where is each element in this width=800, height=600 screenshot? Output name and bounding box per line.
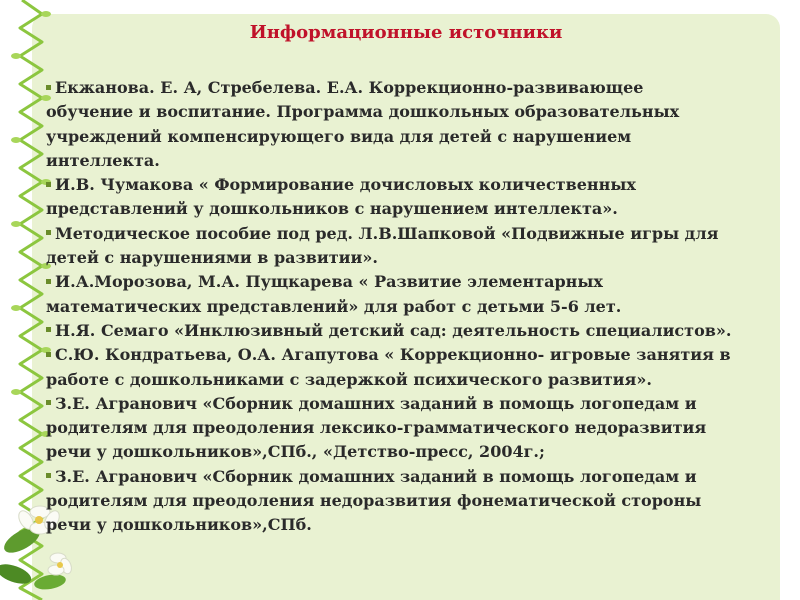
list-item: Н.Я. Семаго «Инклюзивный детский сад: деятельность специалистов». [46,319,736,343]
bullet-icon [46,473,51,478]
sources-list [46,76,736,538]
page-title: Информационные источники [249,22,563,43]
list-item: З.Е. Агранович «Сборник домашних заданий в помощь логопедам и родителям для преодоления недоразвития фонематической стороны речи у дошкольников»,СПб. [46,466,702,535]
bullet-icon [46,230,51,235]
list-item: З.Е. Агранович «Сборник домашних заданий в помощь логопедам и родителям для преодоления лексико-грамматического недоразвития речи у дошкольников»,СПб., «Детство-пресс, 2004г.; [46,393,707,462]
bullet-icon [46,279,51,284]
bullet-icon [46,400,51,405]
bullet-icon [46,352,51,357]
list-item: И.В. Чумакова « Формирование дочисловых количественных представлений у дошкольников с нарушением интеллекта». [46,175,636,219]
bullet-icon [46,85,51,90]
list-item: Екжанова. Е. А, Стребелева. Е.А. Коррекционно-развивающее обучение и воспитание. Программа дошкольных образовательных учреждений компенсирующего вида для детей с нарушением интеллекта. [46,78,680,170]
list-item: С.Ю. Кондратьева, О.А. Агапутова « Коррекционно- игровые занятия в работе с дошкольниками с задержкой психического развития». [46,345,731,389]
bullet-icon [46,182,51,187]
bullet-icon [46,327,51,332]
list-item: Методическое пособие под ред. Л.В.Шапковой «Подвижные игры для детей с нарушениями в развитии». [46,223,719,268]
list-item: И.А.Морозова, М.А. Пущкарева « Развитие элементарных математических представлений» для работ с детьми 5-6 лет. [46,272,622,316]
